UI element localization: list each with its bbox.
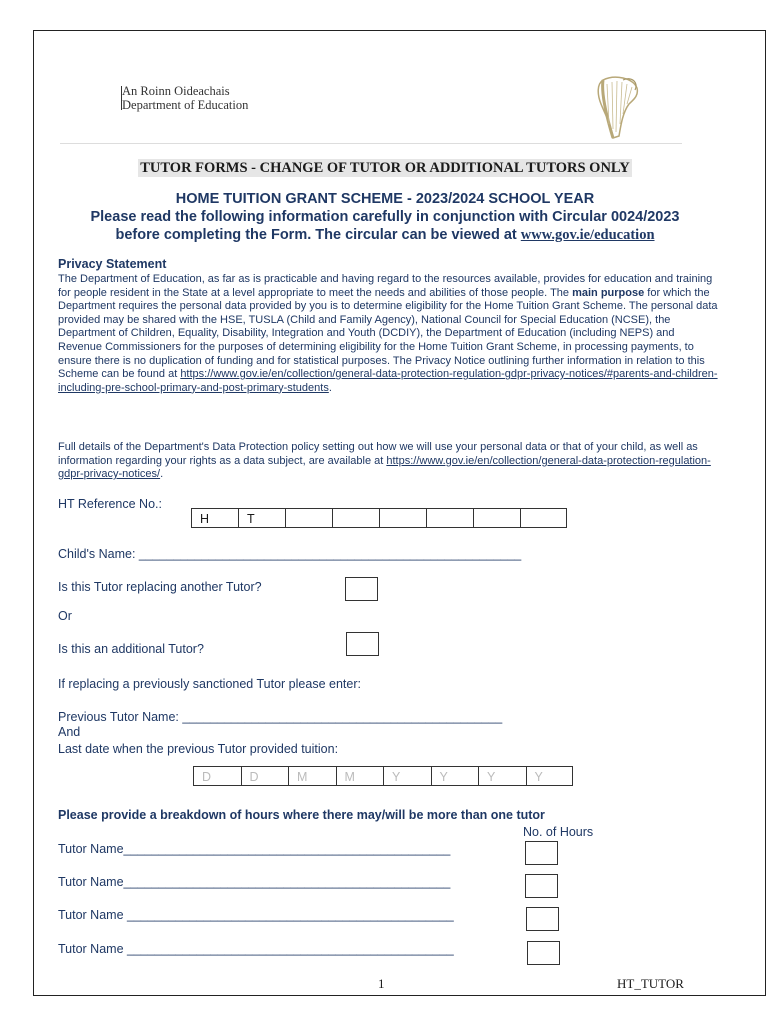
ht-ref-cell[interactable] [426,508,473,528]
instruction-line-2: before completing the Form. The circular can be viewed at www.gov.ie/education [115,227,655,243]
form-code: HT_TUTOR [617,976,684,991]
ht-reference-grid[interactable] [191,508,567,528]
tutor-name-field[interactable]: Tutor Name _______________________________________________ [58,942,454,956]
date-cell[interactable]: Y [478,766,526,786]
replacing-question: Is this Tutor replacing another Tutor? [58,580,262,594]
hours-input[interactable] [525,874,558,898]
ht-ref-cell[interactable] [332,508,379,528]
date-cell[interactable]: M [336,766,384,786]
previous-tutor-field[interactable]: Previous Tutor Name: ______________________________________________ [58,710,503,724]
page-number: 1 [378,976,385,991]
tutor-name-field[interactable]: Tutor Name_______________________________________________ [58,842,451,856]
data-protection-paragraph: Full details of the Department's Data Protection policy setting out how we will use your personal data or that of your child, as well as information regarding your rights as a data subject, are available at https://www.gov.ie/en/collection/general-data-protection-regulation-gdpr-privacy-notices/. [58,441,711,481]
additional-question: Is this an additional Tutor? [58,642,204,656]
circular-link[interactable]: www.gov.ie/education [520,227,655,243]
instruction-line-1: Please read the following information carefully in conjunction with Circular 0024/2023 [90,209,680,225]
dept-name-irish: An Roinn Oideachais [122,84,230,98]
ht-ref-cell[interactable]: H [191,508,238,528]
last-date-label: Last date when the previous Tutor provided tuition: [58,742,339,756]
header-rule [60,143,682,144]
childs-name-field[interactable]: Child's Name: _______________________________________________________ [58,547,522,561]
ht-ref-cell[interactable] [520,508,567,528]
department-logo [122,84,248,112]
hours-input[interactable] [525,841,558,865]
date-cell[interactable]: M [288,766,336,786]
hours-input[interactable] [526,907,559,931]
privacy-notice-link[interactable]: https://www.gov.ie/en/collection/general-data-protection-regulation-gdpr-privacy-notices/#parents-and-children-including-pre-school-primary-and-post-primary-students [58,368,718,394]
form-title: TUTOR FORMS - CHANGE OF TUTOR OR ADDITIONAL TUTORS ONLY [140,160,630,176]
hours-input[interactable] [527,941,560,965]
and-label: And [58,725,81,739]
tutor-name-field[interactable]: Tutor Name _______________________________________________ [58,908,454,922]
breakdown-heading: Please provide a breakdown of hours where there may/will be more than one tutor [58,808,545,822]
date-cell[interactable]: D [241,766,289,786]
date-cell[interactable]: Y [526,766,574,786]
hours-column-label: No. of Hours [523,825,594,839]
scheme-heading: HOME TUITION GRANT SCHEME - 2023/2024 SCHOOL YEAR [175,191,595,207]
replacing-checkbox[interactable] [345,577,378,601]
data-protection-link[interactable]: https://www.gov.ie/en/collection/general-data-protection-regulation-gdpr-privacy-notices/ [58,454,711,481]
ht-ref-cell[interactable] [473,508,520,528]
ht-ref-cell[interactable] [379,508,426,528]
privacy-paragraph: The Department of Education, as far as is practicable and having regard to the resources available, provides for education and training for people resident in the State at a level appropriate to meet the needs and abilities of those people. The main purpose for which the Department requires the personal data provided by you is to determine eligibility for the Home Tuition Grant Scheme. The personal data provided may be shared with the HSE, TUSLA (Child and Family Agency), National Council for Special Education (NCSE), the Department of Children, Equality, Disability, Integration and Youth (DCDIY), the Department of Education (including NEPS) and Revenue Commissioners for the purposes of determining eligibility for the Home Tuition Grant Scheme, in processing payments, to ensure there is no duplication of funding and for statistical purposes. The Privacy Notice outlining further information in relation to this Scheme can be found at https://www.gov.ie/en/collection/general-data-protection-regulation-gdpr-privacy-notices/#parents-and-children-including-pre-school-primary-and-post-primary-students. [58,273,718,394]
date-cell[interactable]: Y [431,766,479,786]
dept-name-english: Department of Education [122,98,249,112]
ht-ref-cell[interactable] [285,508,332,528]
additional-checkbox[interactable] [346,632,379,656]
if-replacing-instruction: If replacing a previously sanctioned Tutor please enter: [58,677,361,691]
harp-emblem-icon [593,74,641,142]
or-label: Or [58,609,72,623]
privacy-heading: Privacy Statement [58,257,167,271]
date-cell[interactable]: D [193,766,241,786]
tutor-name-field[interactable]: Tutor Name_______________________________________________ [58,875,451,889]
last-date-grid[interactable] [193,766,573,786]
ht-reference-label: HT Reference No.: [58,497,162,511]
ht-ref-cell[interactable]: T [238,508,285,528]
date-cell[interactable]: Y [383,766,431,786]
